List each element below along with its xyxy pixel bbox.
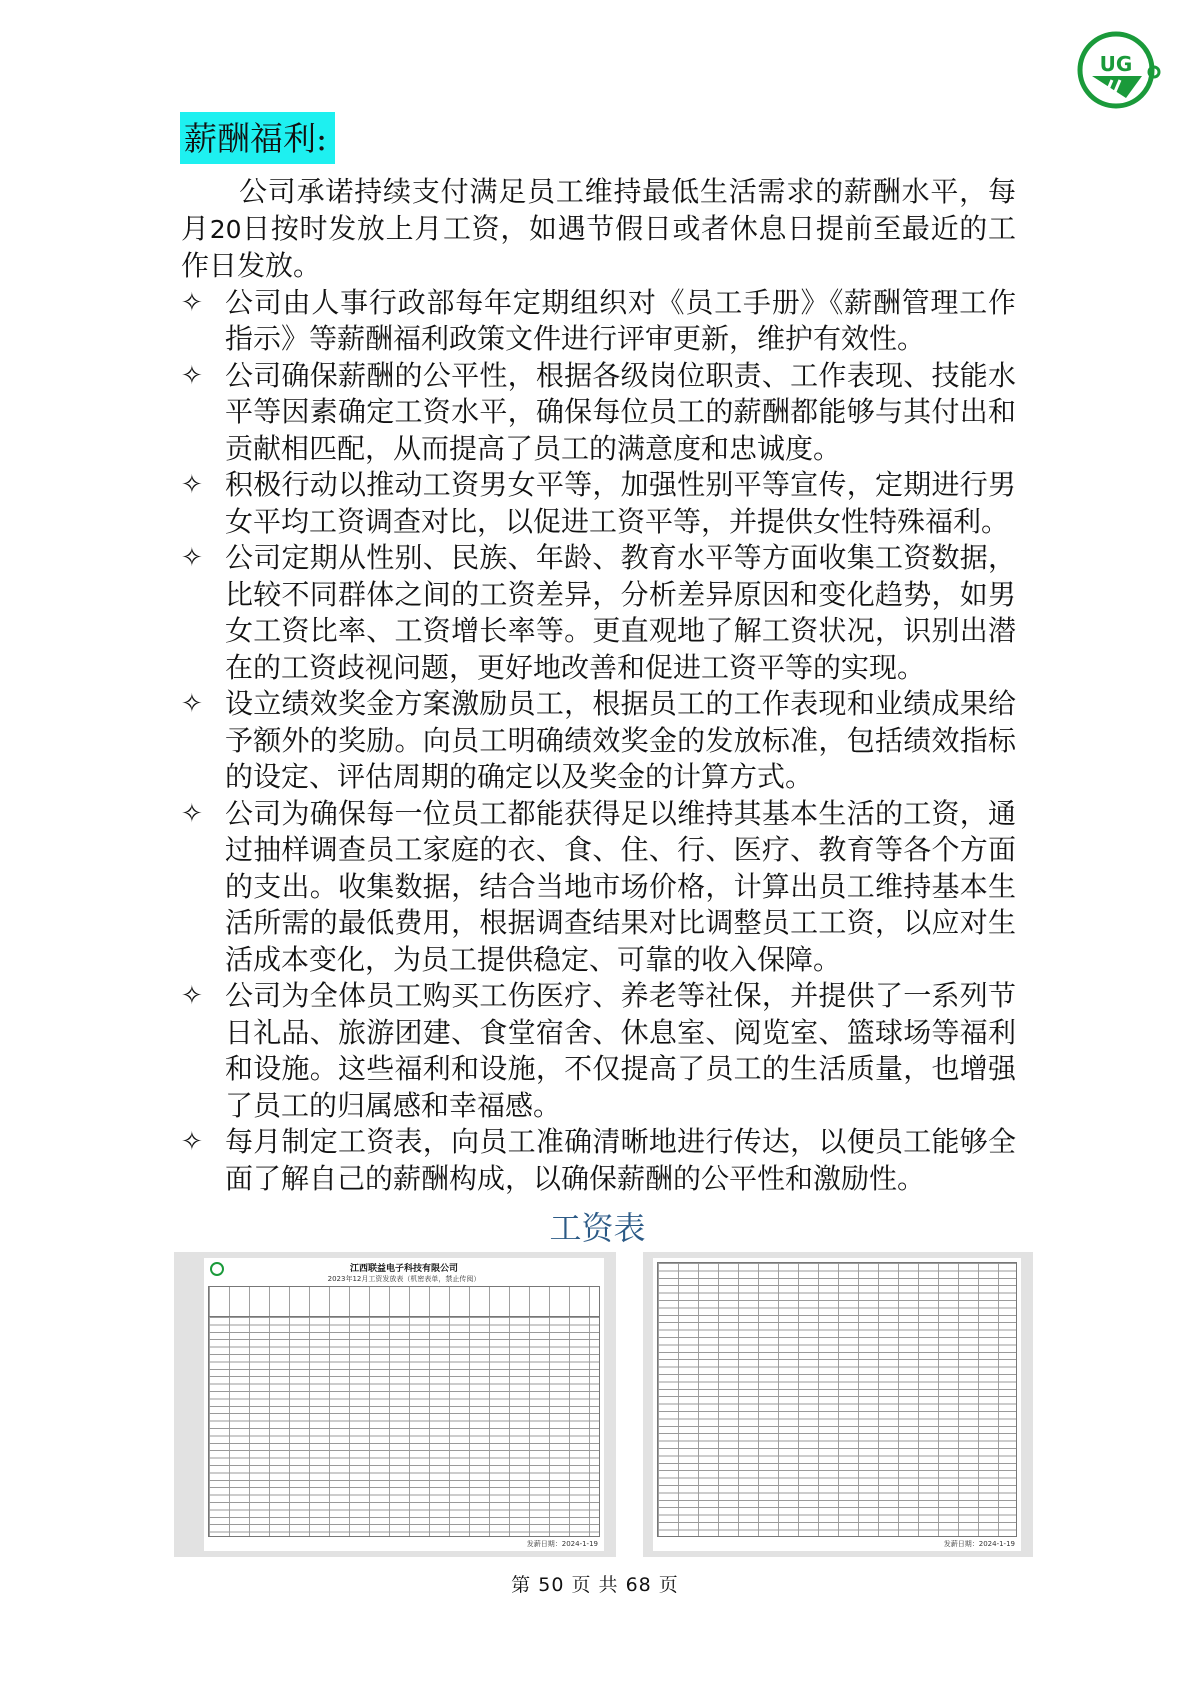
diamond-bullet-icon: ✧ xyxy=(181,981,203,1011)
list-item xyxy=(181,978,1016,1124)
list-item-text: 公司由人事行政部每年定期组织对《员工手册》《薪酬管理工作指示》等薪酬福利政策文件进行评审更新，维护有效性。 xyxy=(225,285,1016,355)
payroll-company-name: 江西联益电子科技有限公司 xyxy=(349,1264,458,1274)
diamond-bullet-icon: ✧ xyxy=(181,689,203,719)
intro-text-a: 公司承诺持续支付满足员工维持最低生活需求的薪酬水平，每月 xyxy=(181,175,1016,245)
payroll-table-header xyxy=(208,1286,600,1318)
payroll-document xyxy=(204,1258,604,1551)
current-page-number: 50 xyxy=(538,1574,565,1596)
payroll-sheet-left-image xyxy=(174,1252,616,1557)
footer-suffix: 页 xyxy=(658,1574,679,1596)
list-item-text: 公司定期从性别、民族、年龄、教育水平等方面收集工资数据，比较不同群体之间的工资差异，分析差异原因和变化趋势，如男女工资比率、工资增长率等。更直观地了解工资状况，识别出潜在的工资歧视问题，更好地改善和促进工资平等的实现。 xyxy=(225,541,1016,684)
payroll-table-grid xyxy=(657,1262,1017,1537)
intro-day-number: 20 xyxy=(209,214,242,244)
payroll-table-grid xyxy=(208,1316,600,1537)
payroll-title: 工资表 xyxy=(549,1209,646,1247)
payroll-document-continued xyxy=(653,1258,1021,1551)
list-item xyxy=(181,686,1016,796)
logo-text: UG xyxy=(1099,52,1133,76)
list-item xyxy=(181,467,1016,540)
payroll-sheet-right-image xyxy=(643,1252,1033,1557)
footer-prefix: 第 xyxy=(511,1574,532,1596)
payroll-issue-date: 发薪日期：2024-1-19 xyxy=(943,1540,1015,1548)
list-item-text: 每月制定工资表，向员工准确清晰地进行传达，以便员工能够全面了解自己的薪酬构成，以确保薪酬的公平性和激励性。 xyxy=(225,1125,1016,1195)
diamond-bullet-icon: ✧ xyxy=(181,287,203,318)
intro-text-b: 日按时发放上月工资，如遇节假日或者休息日提前至最近的工作日发放。 xyxy=(181,211,1016,282)
list-item-text: 设立绩效奖金方案激励员工，根据员工的工作表现和业绩成果给予额外的奖励。向员工明确绩效奖金的发放标准，包括绩效指标的设定、评估周期的确定以及奖金的计算方式。 xyxy=(225,687,1016,793)
diamond-bullet-icon: ✧ xyxy=(181,470,203,500)
ug-company-logo-icon xyxy=(1072,24,1164,116)
intro-paragraph xyxy=(181,174,1016,285)
list-item-text: 积极行动以推动工资男女平等，加强性别平等宣传，定期进行男女平均工资调查对比，以促进工资平等，并提供女性特殊福利。 xyxy=(225,468,1016,538)
diamond-bullet-icon: ✧ xyxy=(181,360,203,391)
section-heading: 薪酬福利: xyxy=(180,112,335,164)
list-item xyxy=(181,540,1016,686)
total-page-count: 68 xyxy=(625,1574,652,1596)
payroll-sheet-title: 2023年12月工资发放表（机密表单，禁止传阅） xyxy=(327,1275,481,1283)
list-item xyxy=(181,285,1016,358)
mini-company-logo-icon xyxy=(210,1262,224,1276)
list-item xyxy=(181,796,1016,979)
footer-middle: 页 共 xyxy=(571,1574,619,1596)
list-item-text: 公司为确保每一位员工都能获得足以维持其基本生活的工资，通过抽样调查员工家庭的衣、食、住、行、医疗、教育等各个方面的支出。收集数据，结合当地市场价格，计算出员工维持基本生活所需的最低费用，根据调查结果对比调整员工工资，以应对生活成本变化，为员工提供稳定、可靠的收入保障。 xyxy=(225,796,1016,976)
page-footer xyxy=(0,1570,1190,1597)
diamond-bullet-icon: ✧ xyxy=(181,543,203,573)
diamond-bullet-icon: ✧ xyxy=(181,1127,203,1157)
payroll-issue-date: 发薪日期：2024-1-19 xyxy=(526,1540,598,1548)
section-body xyxy=(181,174,1016,1197)
list-item xyxy=(181,358,1016,468)
benefit-list xyxy=(181,285,1016,1198)
list-item xyxy=(181,1124,1016,1197)
diamond-bullet-icon: ✧ xyxy=(181,798,203,829)
list-item-text: 公司确保薪酬的公平性，根据各级岗位职责、工作表现、技能水平等因素确定工资水平，确保每位员工的薪酬都能够与其付出和贡献相匹配，从而提高了员工的满意度和忠诚度。 xyxy=(225,358,1016,465)
list-item-text: 公司为全体员工购买工伤医疗、养老等社保，并提供了一系列节日礼品、旅游团建、食堂宿舍、休息室、阅览室、篮球场等福利和设施。这些福利和设施，不仅提高了员工的生活质量，也增强了员工的归属感和幸福感。 xyxy=(225,979,1016,1122)
